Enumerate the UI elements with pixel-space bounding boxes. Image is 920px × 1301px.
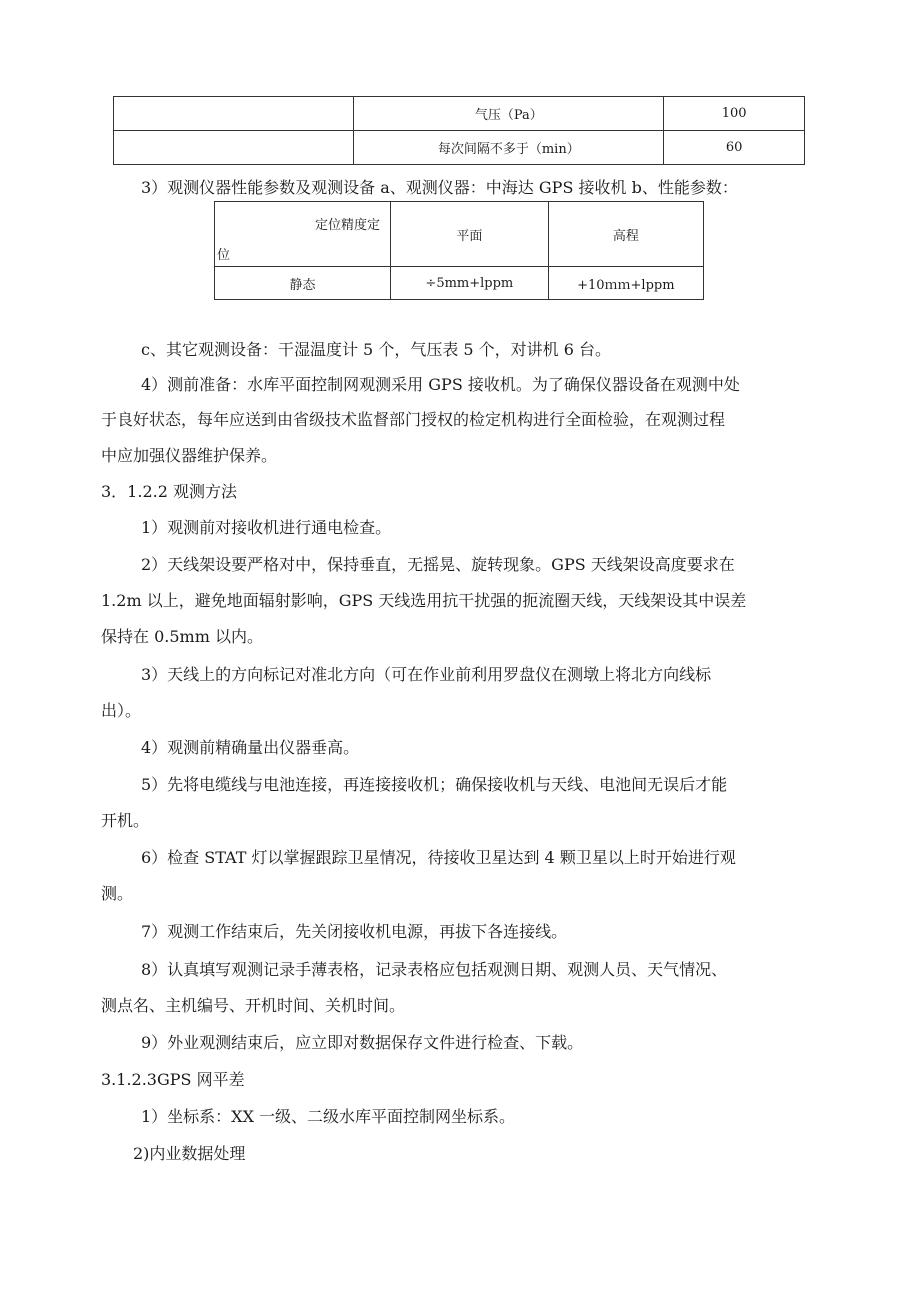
table-header-row: [215, 202, 704, 267]
section-heading: 3．1.2.2 观测方法: [101, 482, 237, 501]
paragraph-line: 5）先将电缆线与电池连接，再连接接收机；确保接收机与天线、电池间无误后才能: [141, 775, 728, 794]
table-row: [114, 97, 805, 131]
paragraph-line: 1）观测前对接收机进行通电检查。: [141, 518, 392, 537]
paragraph-line: 4）观测前精确量出仪器垂高。: [141, 738, 360, 757]
paragraph-line: 保持在 0.5mm 以内。: [101, 627, 263, 646]
table-row: [215, 267, 704, 300]
paragraph-line: 7）观测工作结束后，先关闭接收机电源，再拔下各连接线。: [141, 922, 568, 941]
paragraph-line: 3）观测仪器性能参数及观测设备 a、观测仪器：中海达 GPS 接收机 b、性能参数：: [141, 178, 738, 197]
table-header-cell: 平面: [391, 202, 549, 267]
table-cell: 静态: [215, 267, 391, 300]
paragraph-line: 中应加强仪器维护保养。: [101, 446, 278, 465]
table-cell: [114, 131, 354, 165]
paragraph-line: 于良好状态，每年应送到由省级技术监督部门授权的检定机构进行全面检验，在观测过程: [101, 410, 726, 429]
parameter-table: [113, 96, 805, 165]
paragraph-line: 测点名、主机编号、开机时间、关机时间。: [101, 996, 406, 1015]
table-cell: ÷5mm+lppm: [391, 267, 549, 300]
table-cell: 60: [664, 131, 805, 165]
paragraph-line: 2)内业数据处理: [133, 1144, 246, 1163]
table-cell: [114, 97, 354, 131]
header-text: 位: [217, 248, 231, 263]
paragraph-line: 8）认真填写观测记录手薄表格，记录表格应包括观测日期、观测人员、天气情况、: [141, 960, 728, 979]
paragraph-line: c、其它观测设备：干湿温度计 5 个，气压表 5 个，对讲机 6 台。: [141, 340, 612, 359]
table-cell: 气压（Pa）: [354, 97, 664, 131]
paragraph-line: 出）。: [101, 701, 142, 720]
header-text: 定位精度定: [315, 218, 381, 233]
paragraph-line: 2）天线架设要严格对中，保持垂直，无摇晃、旋转现象。GPS 天线架设高度要求在: [141, 555, 735, 574]
table-cell: +10ｍｍ+lppm: [548, 267, 703, 300]
table-cell: 每次间隔不多于（min）: [354, 131, 664, 165]
paragraph-line: 3）天线上的方向标记对准北方向（可在作业前利用罗盘仪在测墩上将北方向线标: [141, 665, 712, 684]
table-header-cell: 高程: [548, 202, 703, 267]
section-heading: 3.1.2.3GPS 网平差: [101, 1070, 245, 1089]
paragraph-line: 9）外业观测结束后，应立即对数据保存文件进行检查、下载。: [141, 1033, 584, 1052]
paragraph-line: 开机。: [101, 811, 150, 830]
accuracy-table: [214, 201, 704, 300]
paragraph-line: 1.2m 以上，避免地面辐射影响，GPS 天线选用抗干扰强的扼流圈天线，天线架设其中误差: [101, 591, 747, 610]
paragraph-line: 4）测前准备：水库平面控制网观测采用 GPS 接收机。为了确保仪器设备在观测中处: [141, 375, 740, 394]
paragraph-line: 1）坐标系：XX 一级、二级水库平面控制网坐标系。: [141, 1107, 516, 1126]
table-row: [114, 131, 805, 165]
paragraph-line: 6）检查 STAT 灯以掌握跟踪卫星情况，待接收卫星达到 4 颗卫星以上时开始进行观: [141, 848, 736, 867]
table-header-cell: [215, 202, 391, 267]
table-cell: 100: [664, 97, 805, 131]
paragraph-line: 测。: [101, 884, 134, 903]
